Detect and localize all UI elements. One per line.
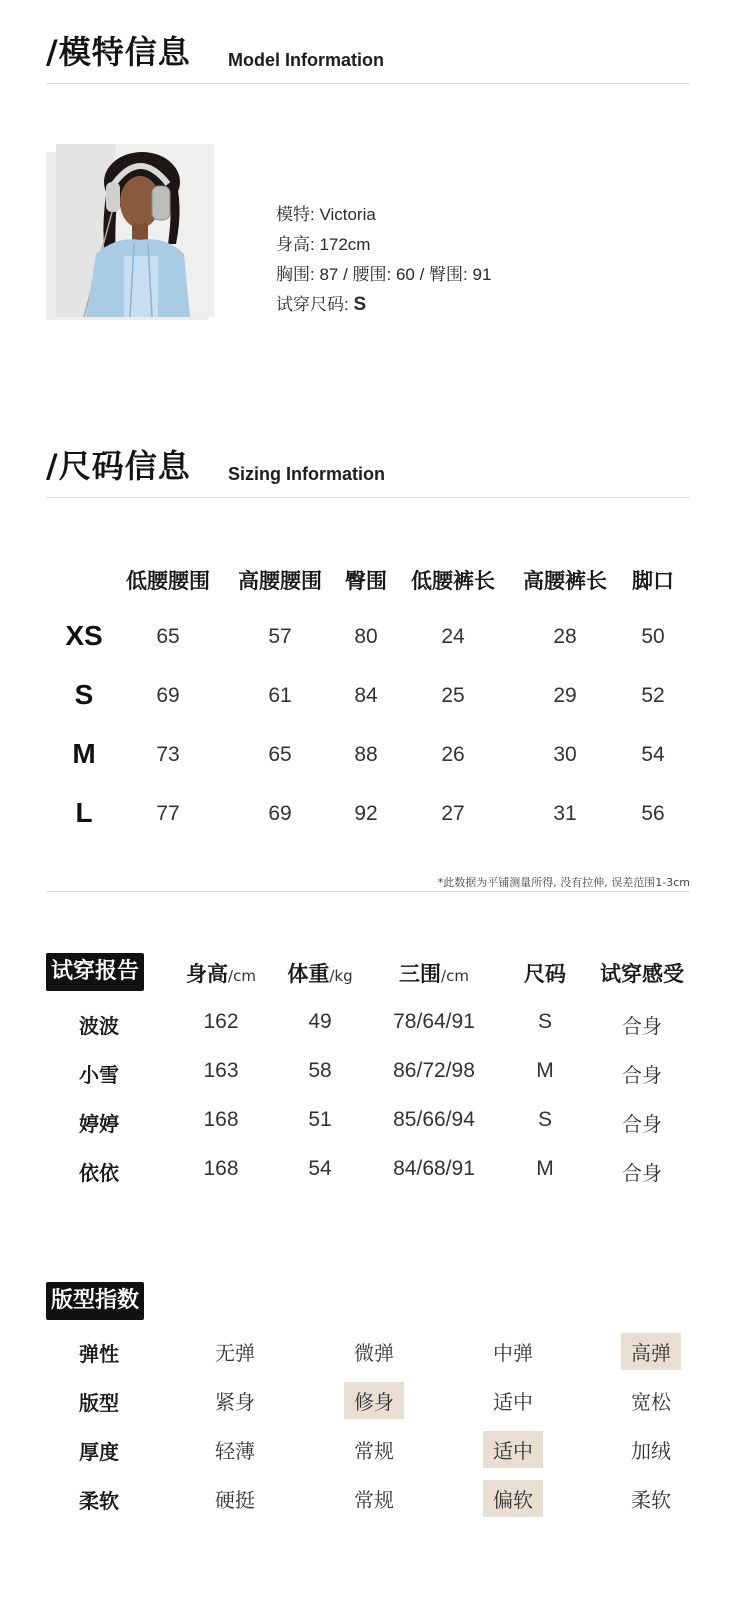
tester-size: S xyxy=(537,1010,553,1033)
column-header-height xyxy=(186,958,256,988)
model-info-title: /模特信息 xyxy=(46,33,191,71)
model-name: 模特: Victoria xyxy=(276,205,376,224)
fit-row-label: 厚度 xyxy=(79,1440,119,1464)
tester-weight: 49 xyxy=(308,1010,332,1033)
fit-row-label: 版型 xyxy=(79,1391,119,1415)
size-label: S xyxy=(74,679,94,710)
size-label: XS xyxy=(65,620,103,651)
tester-bwh: 86/72/98 xyxy=(393,1059,475,1082)
fit-option: 常规 xyxy=(354,1439,394,1463)
tester-size: S xyxy=(537,1108,553,1131)
tester-bwh: 84/68/91 xyxy=(393,1157,475,1180)
table-cell: 50 xyxy=(641,625,665,648)
table-cell: 80 xyxy=(354,625,378,648)
table-cell: 24 xyxy=(441,625,465,648)
tester-name: 小雪 xyxy=(79,1063,119,1087)
tester-feel: 合身 xyxy=(622,1014,662,1038)
fit-index-tag: 版型指数 xyxy=(46,1282,144,1320)
table-cell: 92 xyxy=(354,802,378,825)
tester-height: 163 xyxy=(203,1059,239,1082)
table-cell: 25 xyxy=(441,684,465,707)
model-photo xyxy=(56,144,214,317)
table-cell: 88 xyxy=(354,743,378,766)
tester-name: 依依 xyxy=(79,1161,119,1185)
size-label: M xyxy=(72,738,96,769)
table-cell: 30 xyxy=(553,743,577,766)
tester-size: M xyxy=(536,1157,554,1180)
table-cell: 56 xyxy=(641,802,665,825)
sizing-info-subtitle: Sizing Information xyxy=(228,464,385,484)
measurement-note: *此数据为平铺测量所得, 没有拉伸, 误差范围1-3cm xyxy=(437,876,690,889)
column-header-weight xyxy=(287,958,352,988)
model-illustration xyxy=(56,144,214,317)
model-info-header xyxy=(46,34,690,84)
tester-weight: 58 xyxy=(308,1059,332,1082)
table-cell: 52 xyxy=(641,684,665,707)
table-cell: 73 xyxy=(156,743,180,766)
column-header-size xyxy=(524,958,566,988)
fit-option: 微弹 xyxy=(354,1341,394,1365)
model-details xyxy=(276,200,491,320)
tester-weight: 54 xyxy=(308,1157,332,1180)
sizing-info-title: /尺码信息 xyxy=(46,447,191,485)
sizing-info-header xyxy=(46,448,690,498)
fit-option-selected: 高弹 xyxy=(621,1333,681,1370)
table-cell: 57 xyxy=(268,625,292,648)
tester-height: 168 xyxy=(203,1108,239,1131)
column-header-unit: /cm xyxy=(441,967,469,985)
column-header: 高腰裤长 xyxy=(523,569,607,593)
fit-option: 加绒 xyxy=(631,1439,671,1463)
table-cell: 65 xyxy=(156,625,180,648)
fit-option: 无弹 xyxy=(215,1341,255,1365)
column-header-unit: /kg xyxy=(329,967,353,985)
table-cell: 26 xyxy=(441,743,465,766)
table-cell: 61 xyxy=(268,684,292,707)
table-cell: 77 xyxy=(156,802,180,825)
tester-height: 162 xyxy=(203,1010,239,1033)
table-cell: 54 xyxy=(641,743,665,766)
divider xyxy=(46,891,690,892)
fit-option: 柔软 xyxy=(631,1488,671,1512)
column-header-bwh xyxy=(399,958,469,988)
model-height: 身高: 172cm xyxy=(276,235,371,254)
model-size-value: S xyxy=(353,294,367,315)
model-size xyxy=(276,290,491,320)
fit-option-selected: 适中 xyxy=(483,1431,543,1468)
fit-option: 常规 xyxy=(354,1488,394,1512)
model-size-prefix: 试穿尺码: xyxy=(276,295,354,314)
table-cell: 29 xyxy=(553,684,577,707)
fit-option: 宽松 xyxy=(631,1390,671,1414)
fit-option: 适中 xyxy=(493,1390,533,1414)
model-measurements: 胸围: 87 / 腰围: 60 / 臀围: 91 xyxy=(276,265,492,284)
fitting-report-tag: 试穿报告 xyxy=(46,953,144,991)
table-cell: 65 xyxy=(268,743,292,766)
tester-height: 168 xyxy=(203,1157,239,1180)
fit-option: 中弹 xyxy=(493,1341,533,1365)
fit-option: 轻薄 xyxy=(215,1439,255,1463)
tester-name: 波波 xyxy=(79,1014,119,1038)
column-header: 低腰腰围 xyxy=(126,569,210,593)
column-header-feel xyxy=(600,958,684,988)
tester-bwh: 85/66/94 xyxy=(393,1108,475,1131)
table-cell: 84 xyxy=(354,684,378,707)
table-cell: 27 xyxy=(441,802,465,825)
fit-option-selected: 修身 xyxy=(344,1382,404,1419)
column-header: 臀围 xyxy=(345,569,387,593)
fit-row-label: 弹性 xyxy=(79,1342,119,1366)
column-header: 高腰腰围 xyxy=(238,569,322,593)
column-header: 脚口 xyxy=(632,569,674,593)
table-cell: 69 xyxy=(268,802,292,825)
table-cell: 28 xyxy=(553,625,577,648)
column-header: 低腰裤长 xyxy=(411,569,495,593)
table-cell: 31 xyxy=(553,802,577,825)
tester-feel: 合身 xyxy=(622,1063,662,1087)
fit-option: 紧身 xyxy=(215,1390,255,1414)
model-info-subtitle: Model Information xyxy=(228,50,384,70)
column-header-unit: /cm xyxy=(228,967,256,985)
tester-feel: 合身 xyxy=(622,1161,662,1185)
tester-weight: 51 xyxy=(308,1108,332,1131)
fit-option-selected: 偏软 xyxy=(483,1480,543,1517)
fit-option: 硬挺 xyxy=(215,1488,255,1512)
column-header-label: 体重 xyxy=(287,962,330,986)
tester-name: 婷婷 xyxy=(79,1112,119,1136)
size-label: L xyxy=(75,797,93,828)
column-header-label: 试穿感受 xyxy=(600,962,684,986)
tester-size: M xyxy=(536,1059,554,1082)
column-header-label: 身高 xyxy=(186,962,229,986)
table-cell: 69 xyxy=(156,684,180,707)
column-header-label: 尺码 xyxy=(524,962,566,986)
fit-row-label: 柔软 xyxy=(79,1489,119,1513)
tester-bwh: 78/64/91 xyxy=(393,1010,475,1033)
column-header-label: 三围 xyxy=(399,962,442,986)
tester-feel: 合身 xyxy=(622,1112,662,1136)
